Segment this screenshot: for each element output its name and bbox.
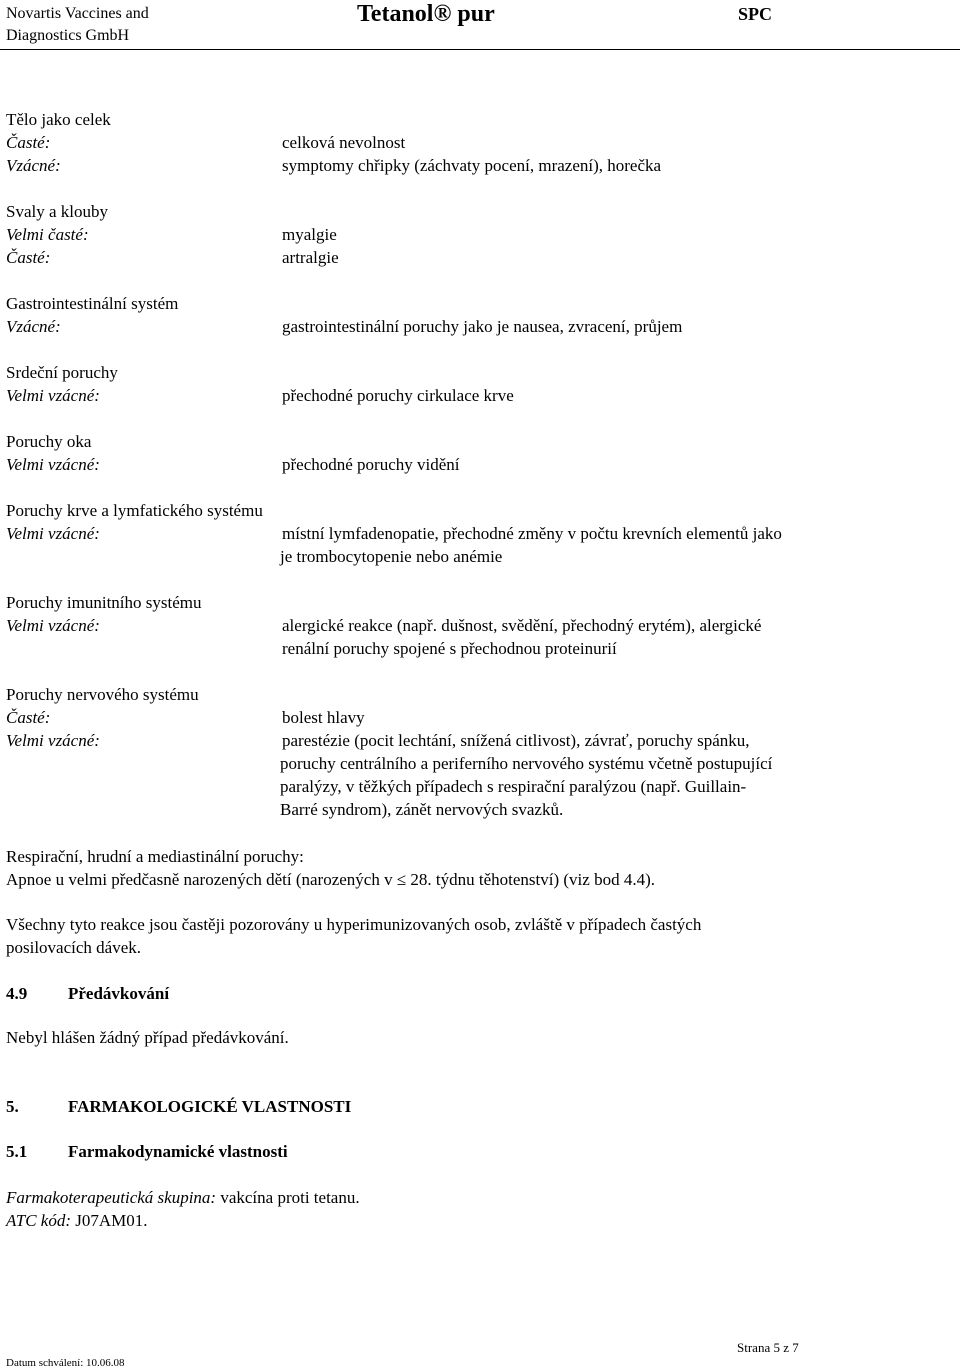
effect-text: artralgie <box>282 248 339 267</box>
page-number: Strana 5 z 7 <box>737 1340 799 1355</box>
frequency-label: Velmi vzácné: <box>6 731 100 750</box>
frequency-label: Velmi vzácné: <box>6 386 100 405</box>
effect-text: renální poruchy spojené s přechodnou proteinurií <box>282 639 617 658</box>
frequency-label: Velmi vzácné: <box>6 616 100 635</box>
frequency-label: Časté: <box>6 708 51 727</box>
section-title-pharmacodynamic: Farmakodynamické vlastnosti <box>68 1142 288 1161</box>
section-heading-eye: Poruchy oka <box>6 432 92 451</box>
section-number: 5. <box>6 1097 19 1116</box>
section-number: 5.1 <box>6 1142 28 1161</box>
document-type: SPC <box>738 4 773 24</box>
company-line-1: Novartis Vaccines and <box>6 5 149 22</box>
effect-text: paralýzy, v těžkých případech s respirační paralýzou (např. Guillain- <box>280 777 747 796</box>
frequency-label: Vzácné: <box>6 156 61 175</box>
section-title-pharmacological: FARMAKOLOGICKÉ VLASTNOSTI <box>68 1097 352 1116</box>
company-line-2: Diagnostics GmbH <box>6 27 130 44</box>
page-header <box>0 0 960 50</box>
section-heading-cardiac: Srdeční poruchy <box>6 363 118 382</box>
approval-date: Datum schválení: 10.06.08 <box>6 1357 125 1369</box>
note-paragraph-line-1: Všechny tyto reakce jsou častěji pozorovány u hyperimunizovaných osob, zvláště v případech častých <box>6 915 702 934</box>
pharmacotherapeutic-group <box>6 1186 360 1209</box>
frequency-label: Časté: <box>6 248 51 267</box>
effect-text: alergické reakce (např. dušnost, svědění, přechodný erytém), alergické <box>282 616 762 635</box>
frequency-label: Časté: <box>6 133 51 152</box>
effect-text: gastrointestinální poruchy jako je nausea, zvracení, průjem <box>282 317 683 336</box>
section-heading-muscles: Svaly a klouby <box>6 202 108 221</box>
group-value: vakcína proti tetanu. <box>216 1188 360 1207</box>
effect-text: přechodné poruchy cirkulace krve <box>282 386 514 405</box>
effect-text: je trombocytopenie nebo anémie <box>280 547 503 566</box>
document-title: Tetanol® pur <box>357 1 495 27</box>
company-name <box>6 3 149 47</box>
section-heading-gastro: Gastrointestinální systém <box>6 294 179 313</box>
note-paragraph-line-2: posilovacích dávek. <box>6 938 142 957</box>
atc-value: J07AM01. <box>71 1211 148 1230</box>
frequency-label: Velmi vzácné: <box>6 524 100 543</box>
overdose-text: Nebyl hlášen žádný případ předávkování. <box>6 1028 289 1047</box>
effect-text: symptomy chřipky (záchvaty pocení, mrazení), horečka <box>282 156 662 175</box>
section-number: 4.9 <box>6 984 28 1003</box>
section-heading-nervous: Poruchy nervového systému <box>6 685 199 704</box>
effect-text: myalgie <box>282 225 337 244</box>
atc-code <box>6 1209 148 1232</box>
section-heading-blood: Poruchy krve a lymfatického systému <box>6 501 263 520</box>
effect-text: přechodné poruchy vidění <box>282 455 460 474</box>
effect-text: Barré syndrom), zánět nervových svazků. <box>280 800 564 819</box>
group-label: Farmakoterapeutická skupina: <box>6 1188 217 1207</box>
effect-text: bolest hlavy <box>282 708 365 727</box>
section-heading-respiratory: Respirační, hrudní a mediastinální poruchy: <box>6 847 304 866</box>
frequency-label: Vzácné: <box>6 317 61 336</box>
section-heading-immune: Poruchy imunitního systému <box>6 593 202 612</box>
effect-text: poruchy centrálního a periferního nervového systému včetně postupující <box>280 754 773 773</box>
effect-text: místní lymfadenopatie, přechodné změny v počtu krevních elementů jako <box>282 524 782 543</box>
effect-text: celková nevolnost <box>282 133 406 152</box>
frequency-label: Velmi vzácné: <box>6 455 100 474</box>
atc-label: ATC kód: <box>6 1211 72 1230</box>
effect-text: parestézie (pocit lechtání, snížená citlivost), závrať, poruchy spánku, <box>282 731 750 750</box>
section-heading-body: Tělo jako celek <box>6 110 111 129</box>
frequency-label: Velmi časté: <box>6 225 89 244</box>
section-title-overdose: Předávkování <box>68 984 170 1003</box>
respiratory-text: Apnoe u velmi předčasně narozených dětí (narozených v ≤ 28. týdnu těhotenství) (viz bod 4.4). <box>6 870 655 889</box>
